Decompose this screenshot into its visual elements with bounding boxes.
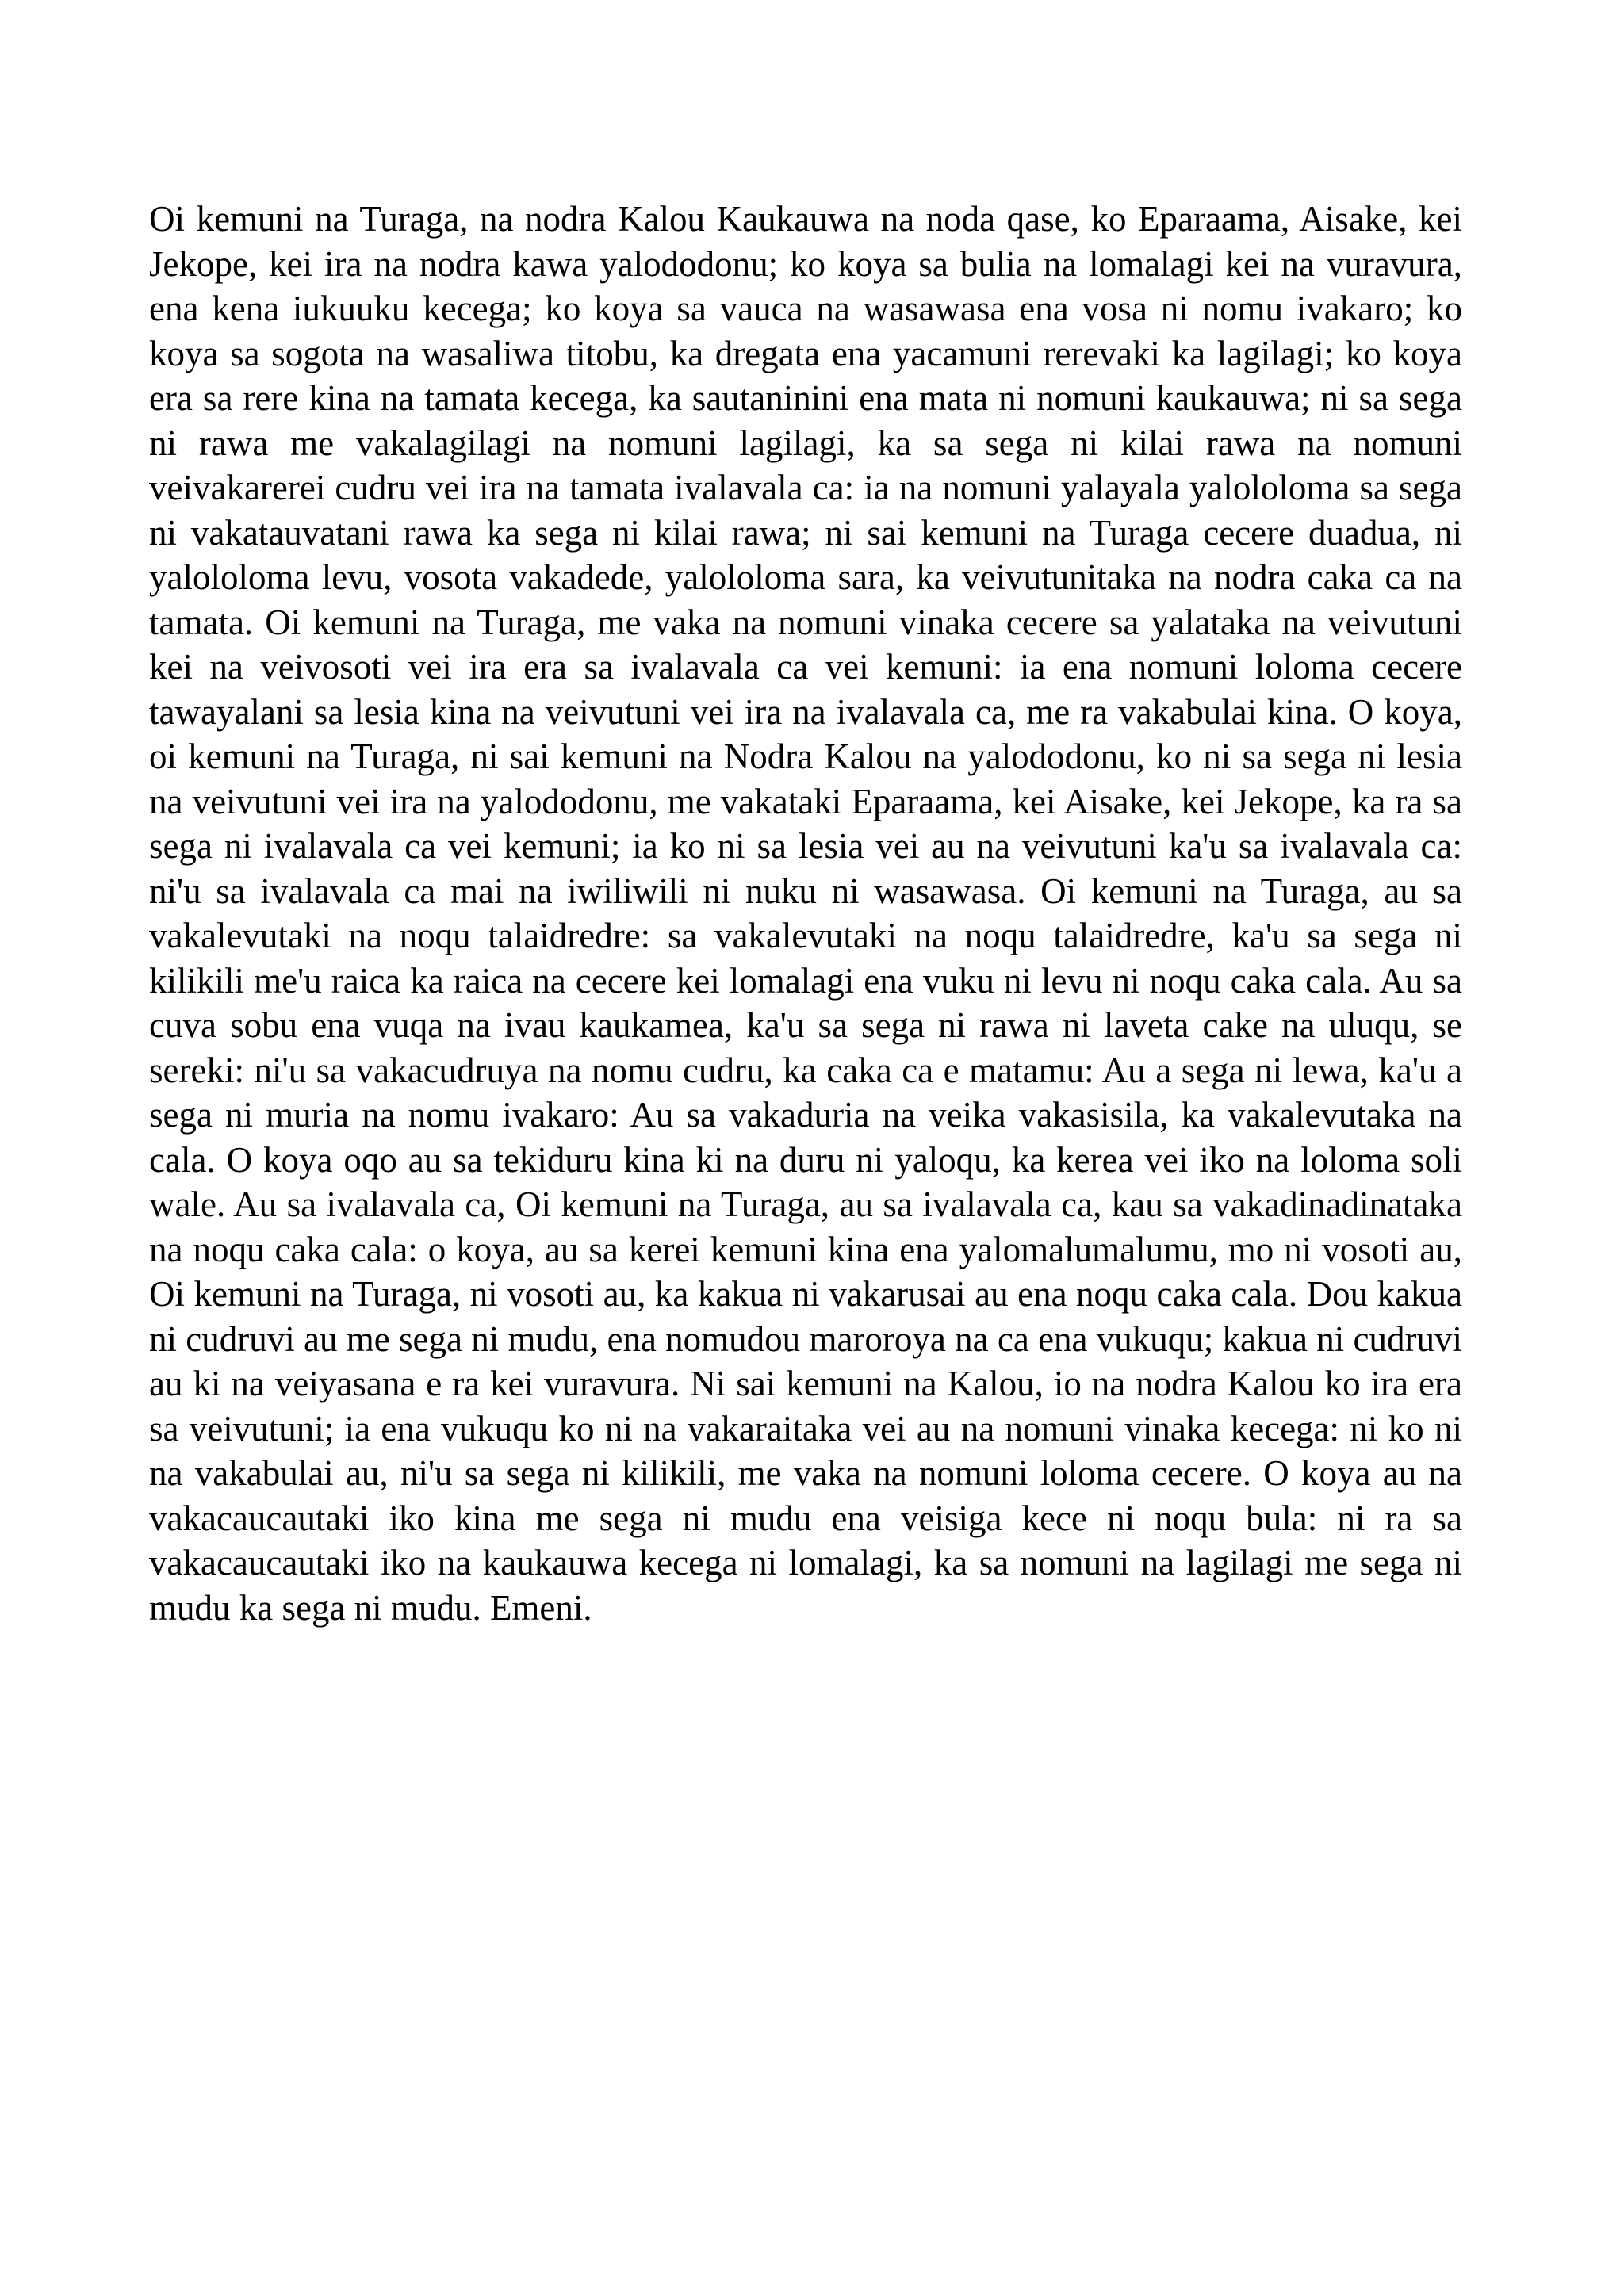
prayer-paragraph: Oi kemuni na Turaga, na nodra Kalou Kaukauwa na noda qase, ko Eparaama, Aisake, kei Jekope, kei ira na nodra kawa yalododonu; ko koya sa bulia na lomalagi kei na vuravura, ena kena iukuuku kecega; ko koya sa vauca na wasawasa ena vosa ni nomu ivakaro; ko koya sa sogota na wasaliwa titobu, ka dregata ena yacamuni rerevaki ka lagilagi; ko koya era sa rere kina na tamata kecega, ka sautaninini ena mata ni nomuni kaukauwa; ni sa sega ni rawa me vakalagilagi na nomuni lagilagi, ka sa sega ni kilai rawa na nomuni veivakarerei cudru vei ira na tamata ivalavala ca: ia na nomuni yalayala yalololoma sa sega ni vakatauvatani rawa ka sega ni kilai rawa; ni sai kemuni na Turaga cecere duadua, ni yalololoma levu, vosota vakadede, yalololoma sara, ka veivutunitaka na nodra caka ca na tamata. Oi kemuni na Turaga, me vaka na nomuni vinaka cecere sa yalataka na veivutuni kei na veivosoti vei ira era sa ivalavala ca vei kemuni: ia ena nomuni loloma cecere tawayalani sa lesia kina na veivutuni vei ira na ivalavala ca, me ra vakabulai kina. O koya, oi kemuni na Turaga, ni sai kemuni na Nodra Kalou na yalododonu, ko ni sa sega ni lesia na veivutuni vei ira na yalododonu, me vakataki Eparaama, kei Aisake, kei Jekope, ka ra sa sega ni ivalavala ca vei kemuni; ia ko ni sa lesia vei au na veivutuni ka'u sa ivalavala ca: ni'u sa ivalavala ca mai na iwiliwili ni nuku ni wasawasa. Oi kemuni na Turaga, au sa vakalevutaki na noqu talaidredre: sa vakalevutaki na noqu talaidredre, ka'u sa sega ni kilikili me'u raica ka raica na cecere kei lomalagi ena vuku ni levu ni noqu caka cala. Au sa cuva sobu ena vuqa na ivau kaukamea, ka'u sa sega ni rawa ni laveta cake na uluqu, se sereki: ni'u sa vakacudruya na nomu cudru, ka caka ca e matamu: Au a sega ni lewa, ka'u a sega ni muria na nomu ivakaro: Au sa vakaduria na veika vakasisila, ka vakalevutaka na cala. O koya oqo au sa tekiduru kina ki na duru ni yaloqu, ka kerea vei iko na loloma soli wale. Au sa ivalavala ca, Oi kemuni na Turaga, au sa ivalavala ca, kau sa vakadinadinataka na noqu caka cala: o koya, au sa kerei kemuni kina ena yalomalumalumu, mo ni vosoti au, Oi kemuni na Turaga, ni vosoti au, ka kakua ni vakarusai au ena noqu caka cala. Dou kakua ni cudruvi au me sega ni mudu, ena nomudou maroroya na ca ena vukuqu; kakua ni cudruvi au ki na veiyasana e ra kei vuravura. Ni sai kemuni na Kalou, io na nodra Kalou ko ira era sa veivutuni; ia ena vukuqu ko ni na vakaraitaka vei au na nomuni vinaka kecega: ni ko ni na vakabulai au, ni'u sa sega ni kilikili, me vaka na nomuni loloma cecere. O koya au na vakacaucautaki iko kina me sega ni mudu ena veisiga kece ni noqu bula: ni ra sa vakacaucautaki iko na kaukauwa kecega ni lomalagi, ka sa nomuni na lagilagi me sega ni mudu ka sega ni mudu. Emeni. (149, 199, 1462, 1628)
